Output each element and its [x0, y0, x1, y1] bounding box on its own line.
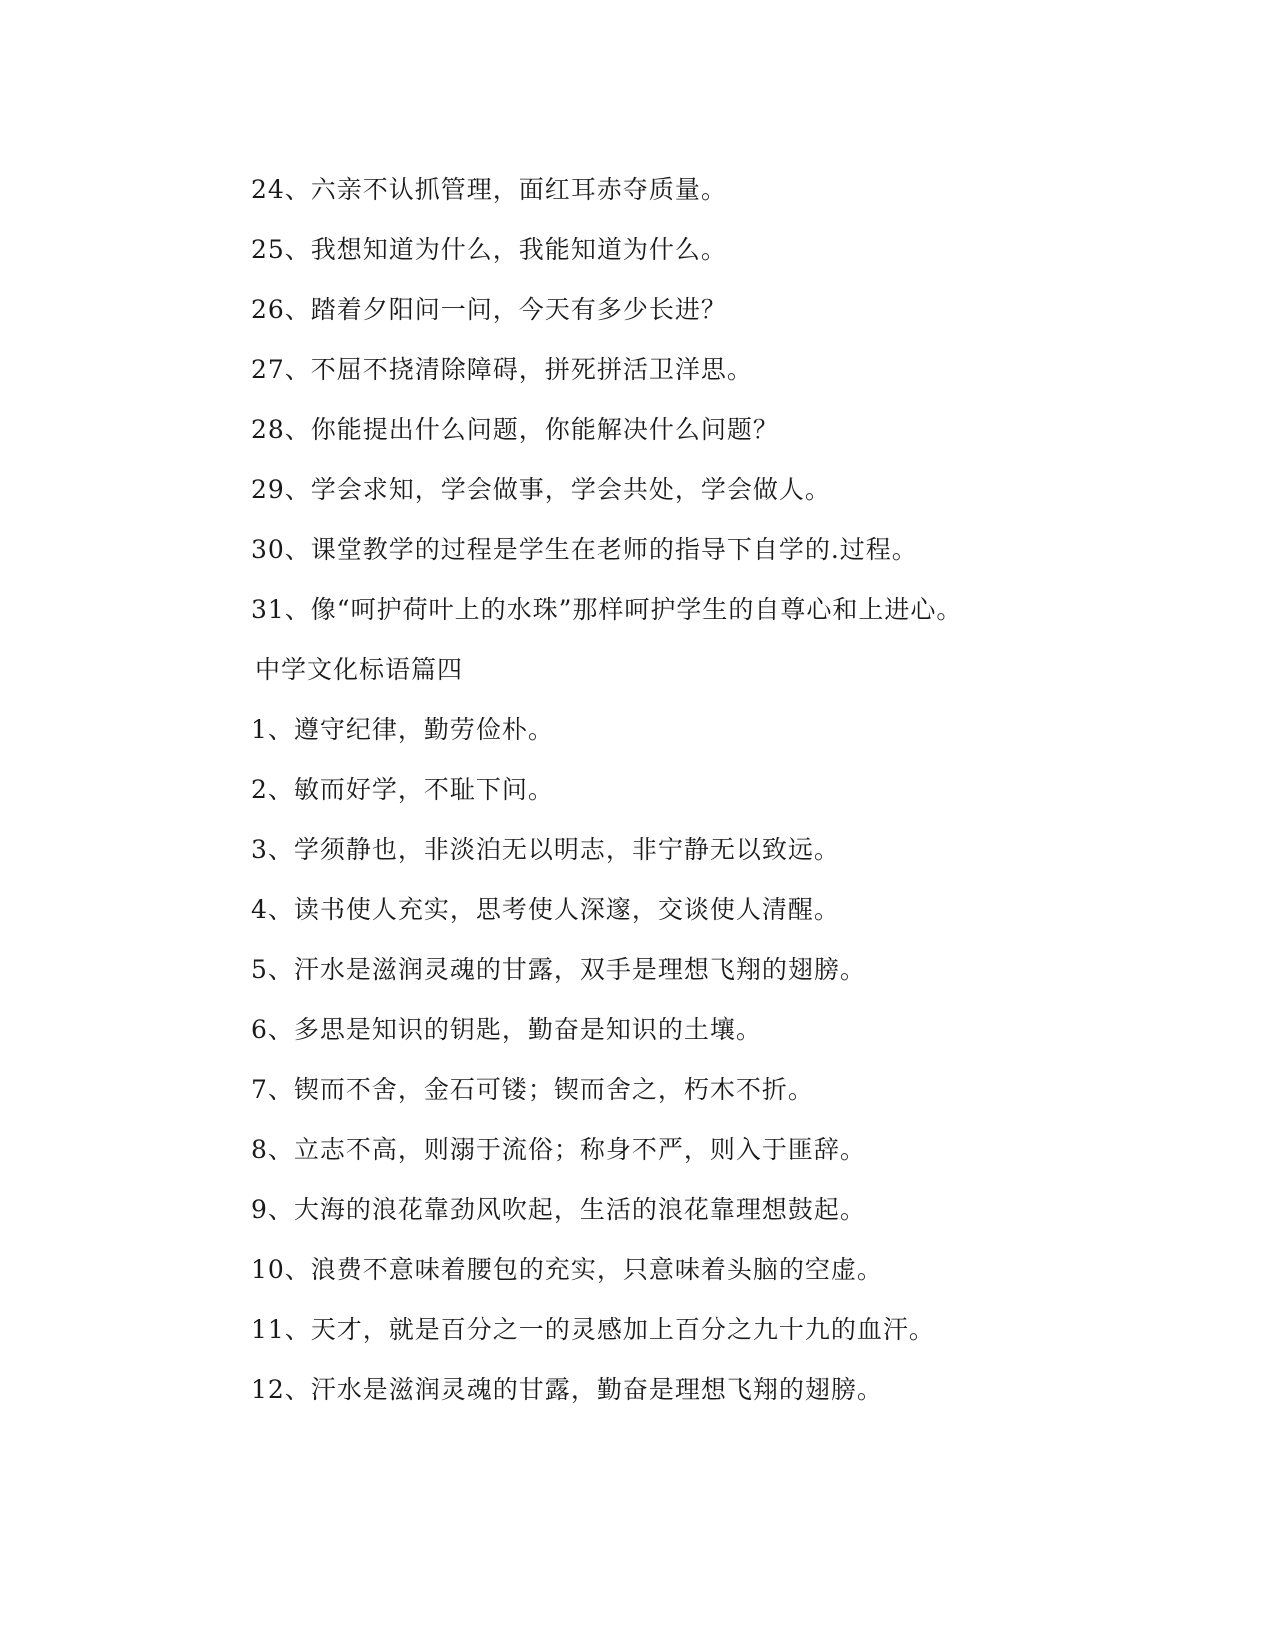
slogan-line: 3、学须静也，非淡泊无以明志，非宁静无以致远。 — [251, 835, 840, 864]
slogan-line: 12、汗水是滋润灵魂的甘露，勤奋是理想飞翔的翅膀。 — [251, 1375, 883, 1404]
slogan-line: 29、学会求知，学会做事，学会共处，学会做人。 — [251, 475, 831, 504]
slogan-line: 24、六亲不认抓管理，面红耳赤夺质量。 — [251, 175, 727, 204]
document-content — [251, 160, 1051, 1420]
slogan-line: 4、读书使人充实，思考使人深邃，交谈使人清醒。 — [251, 895, 840, 924]
slogan-line: 11、天才，就是百分之一的灵感加上百分之九十九的血汗。 — [251, 1315, 935, 1344]
slogan-line: 6、多思是知识的钥匙，勤奋是知识的土壤。 — [251, 1015, 762, 1044]
slogan-line: 8、立志不高，则溺于流俗；称身不严，则入于匪辞。 — [251, 1135, 866, 1164]
section-heading: 中学文化标语篇四 — [255, 655, 464, 684]
slogan-line: 25、我想知道为什么，我能知道为什么。 — [251, 235, 727, 264]
slogan-line: 10、浪费不意味着腰包的充实，只意味着头脑的空虚。 — [251, 1255, 883, 1284]
slogan-line: 28、你能提出什么问题，你能解决什么问题？ — [251, 415, 779, 444]
slogan-line: 30、课堂教学的过程是学生在老师的指导下自学的.过程。 — [251, 535, 918, 564]
slogan-line: 26、踏着夕阳问一问，今天有多少长进？ — [251, 295, 727, 324]
slogan-line: 5、汗水是滋润灵魂的甘露，双手是理想飞翔的翅膀。 — [251, 955, 866, 984]
slogan-line: 1、遵守纪律，勤劳俭朴。 — [251, 715, 554, 744]
slogan-line: 2、敏而好学，不耻下问。 — [251, 775, 554, 804]
slogan-line: 9、大海的浪花靠劲风吹起，生活的浪花靠理想鼓起。 — [251, 1195, 866, 1224]
slogan-line: 27、不屈不挠清除障碍，拼死拼活卫洋思。 — [251, 355, 753, 384]
slogan-line: 31、像“呵护荷叶上的水珠”那样呵护学生的自尊心和上进心。 — [251, 595, 963, 624]
slogan-line: 7、锲而不舍，金石可镂；锲而舍之，朽木不折。 — [251, 1075, 814, 1104]
